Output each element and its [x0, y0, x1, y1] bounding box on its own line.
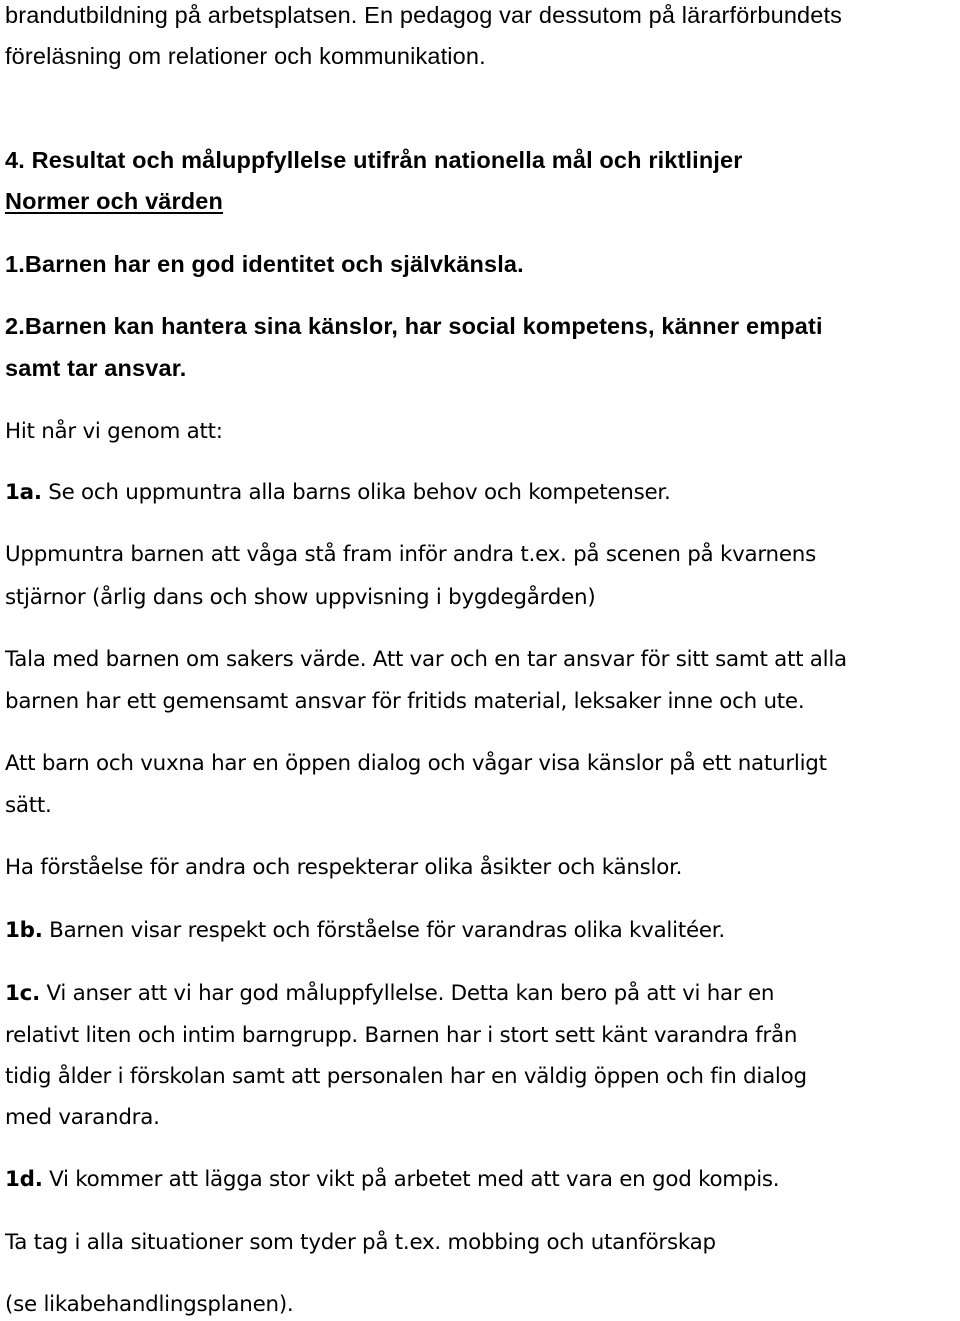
- text-line: [5, 916, 725, 946]
- text-line: sätt.: [5, 793, 52, 818]
- text-line: [5, 1165, 779, 1195]
- item-label: 1a.: [5, 480, 42, 505]
- text-line: [5, 478, 671, 508]
- item-label: 1d.: [5, 1167, 43, 1192]
- text-line: Ha förståelse för andra och respekterar olika åsikter och känslor.: [5, 855, 683, 880]
- text-line: Hit når vi genom att:: [5, 419, 223, 444]
- item-text: Barnen visar respekt och förståelse för varandras olika kvalitéer.: [49, 918, 725, 943]
- section-heading: 4. Resultat och måluppfyllelse utifrån nationella mål och riktlinjer: [5, 147, 743, 173]
- text-line: (se likabehandlingsplanen).: [5, 1292, 294, 1317]
- text-line: Ta tag i alla situationer som tyder på t.ex. mobbing och utanförskap: [5, 1230, 716, 1255]
- text-line: Tala med barnen om sakers värde. Att var och en tar ansvar för sitt samt att alla: [5, 647, 847, 672]
- text-line: relativt liten och intim barngrupp. Barnen har i stort sett känt varandra från: [5, 1023, 798, 1048]
- text-line: med varandra.: [5, 1105, 160, 1130]
- text-line: Uppmuntra barnen att våga stå fram inför andra t.ex. på scenen på kvarnens: [5, 542, 816, 567]
- text-line: [5, 979, 774, 1009]
- item-label: 1c.: [5, 981, 40, 1006]
- text-line: brandutbildning på arbetsplatsen. En pedagog var dessutom på lärarförbundets: [5, 2, 843, 28]
- text-line: Att barn och vuxna har en öppen dialog och vågar visa känslor på ett naturligt: [5, 751, 827, 776]
- item-label: 1b.: [5, 918, 43, 943]
- item-text: Se och uppmuntra alla barns olika behov och kompetenser.: [48, 480, 671, 505]
- text-line: barnen har ett gemensamt ansvar för fritids material, leksaker inne och ute.: [5, 689, 805, 714]
- text-line: tidig ålder i förskolan samt att personalen har en väldig öppen och fin dialog: [5, 1064, 807, 1089]
- goal-item: samt tar ansvar.: [5, 355, 187, 381]
- text-line: stjärnor (årlig dans och show uppvisning i bygdegården): [5, 585, 596, 610]
- goal-item: 2.Barnen kan hantera sina känslor, har social kompetens, känner empati: [5, 313, 823, 339]
- text-line: föreläsning om relationer och kommunikation.: [5, 43, 486, 69]
- item-text: Vi anser att vi har god måluppfyllelse. Detta kan bero på att vi har en: [46, 981, 775, 1006]
- goal-item: 1.Barnen har en god identitet och självkänsla.: [5, 251, 524, 277]
- item-text: Vi kommer att lägga stor vikt på arbetet med att vara en god kompis.: [49, 1167, 780, 1192]
- subsection-heading: Normer och värden: [5, 188, 224, 214]
